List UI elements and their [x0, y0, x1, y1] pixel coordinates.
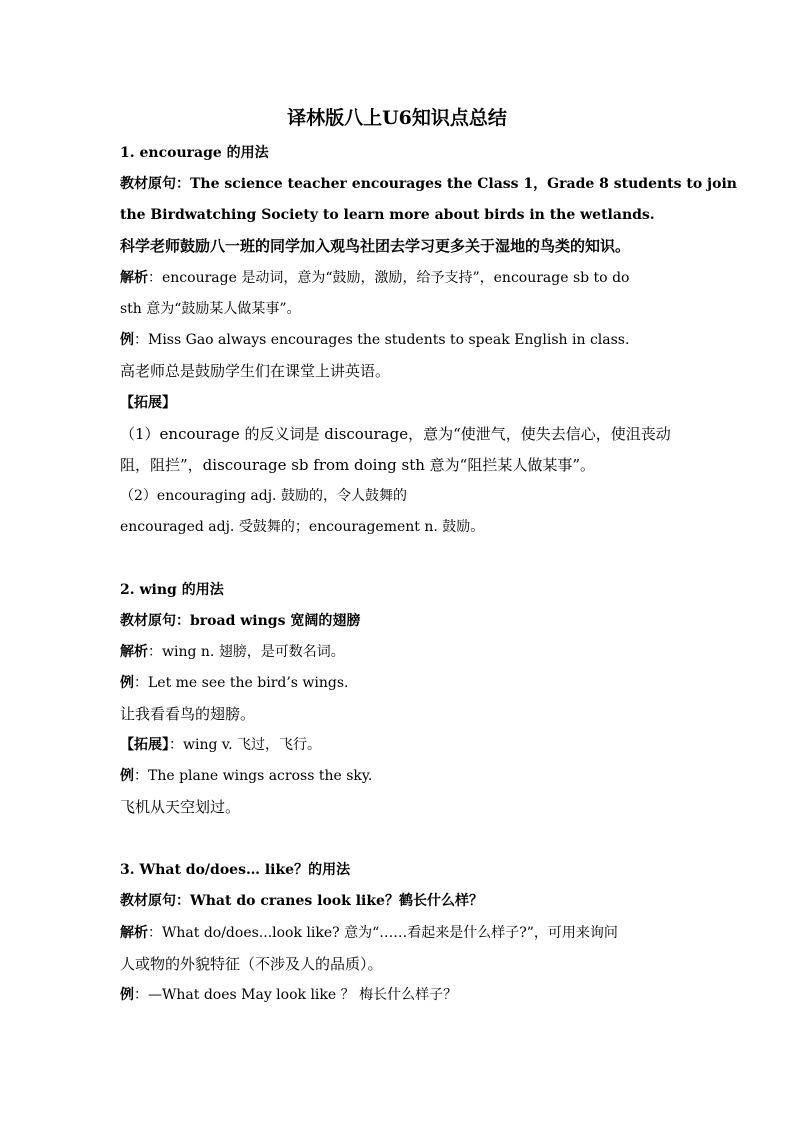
analysis-label: 解析 — [120, 270, 148, 286]
section-3-example — [120, 984, 457, 1006]
section-2-example-translation: 让我看看鸟的翅膀。 — [120, 705, 256, 723]
section-2-example-2-translation: 飞机从天空划过。 — [120, 798, 241, 816]
section-2-textbook-line — [120, 610, 360, 632]
analysis-label: 解析 — [120, 925, 148, 941]
section-1-example-translation: 高老师总是鼓励学生们在课堂上讲英语。 — [120, 362, 391, 380]
example-label: 例 — [120, 987, 134, 1003]
textbook-sentence-en: What do cranes look like？鹤长什么样？ — [190, 893, 483, 909]
section-2-heading: 2. wing 的用法 — [120, 582, 224, 598]
example-label: 例 — [120, 675, 134, 691]
section-2-example — [120, 672, 349, 694]
analysis-text: ：wing n. 翅膀，是可数名词。 — [148, 644, 345, 660]
section-1-expand-line-3: （2）encouraging adj. 鼓励的，令人鼓舞的 — [120, 488, 407, 504]
section-1-expand-line-4: encouraged adj. 受鼓舞的；encouragement n. 鼓励。 — [120, 519, 485, 535]
expand-text: ：wing v. 飞过，飞行。 — [169, 737, 322, 753]
section-3-analysis-line-2: 人或物的外貌特征（不涉及人的品质）。 — [120, 955, 383, 973]
page-title: 译林版八上U6知识点总结 — [287, 107, 507, 129]
section-1-expand-line-2: 阻，阻拦”，discourage sb from doing sth 意为“阻拦某人做某事”。 — [120, 456, 595, 474]
section-1-analysis — [120, 267, 629, 289]
example-label: 例 — [120, 768, 134, 784]
section-1-expand-line-1: （1）encourage 的反义词是 discourage，意为“使泄气，使失去信心，使沮丧动 — [120, 425, 671, 443]
textbook-label: 教材原句： — [120, 893, 190, 909]
section-3-textbook-line — [120, 890, 483, 912]
example-label: 例 — [120, 332, 134, 348]
example-sentence-en: ：Let me see the bird’s wings. — [134, 675, 349, 691]
analysis-text: ：encourage 是动词，意为“鼓励，激励，给予支持”，encourage sb to do — [148, 270, 630, 286]
textbook-label: 教材原句： — [120, 613, 190, 629]
section-2-analysis — [120, 641, 345, 663]
section-2-expand — [120, 734, 321, 756]
section-2-example-2 — [120, 765, 372, 787]
analysis-label: 解析 — [120, 644, 148, 660]
section-1-analysis-line-2: sth 意为“鼓励某人做某事”。 — [120, 301, 301, 317]
section-1-textbook-translation: 科学老师鼓励八一班的同学加入观鸟社团去学习更多关于湿地的鸟类的知识。 — [120, 237, 631, 255]
section-3-analysis — [120, 922, 618, 944]
section-1-textbook-line-2: the Birdwatching Society to learn more about birds in the wetlands. — [120, 207, 655, 223]
expand-label: 【拓展】 — [120, 737, 169, 753]
example-sentence-en: ：—What does May look like ？ 梅长什么样子？ — [134, 987, 458, 1003]
textbook-sentence-en: broad wings 宽阔的翅膀 — [190, 613, 361, 629]
section-1-textbook-line — [120, 173, 737, 195]
section-1-heading: 1. encourage 的用法 — [120, 145, 269, 161]
section-3-heading: 3. What do/does… like？的用法 — [120, 862, 351, 878]
textbook-sentence-en: The science teacher encourages the Class 1，Grade 8 students to join — [190, 176, 737, 192]
example-sentence-en: ：The plane wings across the sky. — [134, 768, 373, 784]
section-1-expand-label: 【拓展】 — [120, 395, 176, 411]
example-sentence-en: ：Miss Gao always encourages the students to speak English in class. — [134, 332, 630, 348]
analysis-text: ：What do/does...look like? 意为“……看起来是什么样子?”，可用来询问 — [148, 925, 618, 941]
textbook-label: 教材原句： — [120, 176, 190, 192]
section-1-example — [120, 329, 629, 351]
